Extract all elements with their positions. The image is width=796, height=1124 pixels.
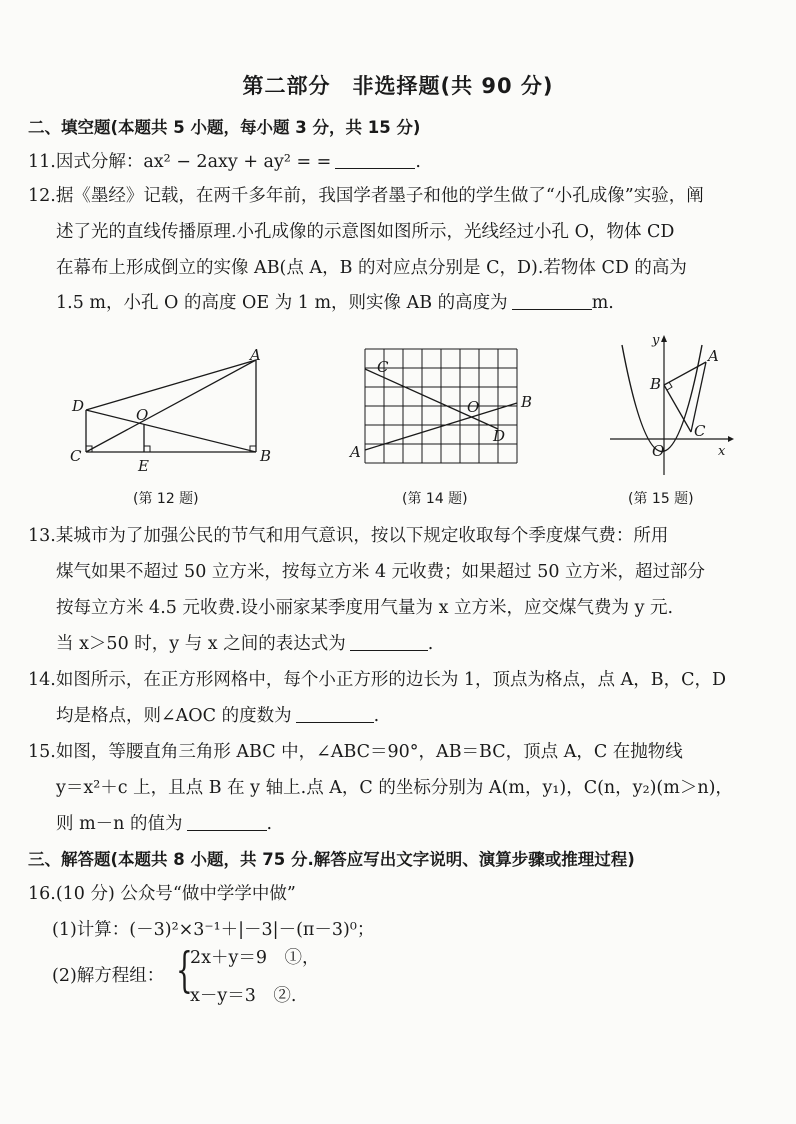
- q16-part2-label: (2)解方程组：: [52, 966, 165, 986]
- q12-line4-text: 1.5 m，小孔 O 的高度 OE 为 1 m，则实像 AB 的高度为: [56, 293, 508, 313]
- label-C: C: [377, 358, 389, 376]
- q14-line2: [56, 706, 379, 727]
- figure-14-caption: (第 14 题): [402, 491, 468, 507]
- q15-end: .: [266, 814, 273, 834]
- label-y: y: [652, 333, 660, 348]
- q15-line3-text: 则 m－n 的值为: [56, 814, 183, 834]
- label-C: C: [70, 447, 82, 465]
- equation-system-brace: {: [176, 942, 193, 998]
- figure-14: [345, 340, 540, 480]
- q14-line1: 14.如图所示，在正方形网格中，每个小正方形的边长为 1，顶点为格点，点 A，B，C，D: [28, 670, 727, 690]
- q16-head: 16.(10 分) 公众号“做中学学中做”: [28, 884, 296, 904]
- label-O: O: [136, 406, 149, 424]
- q16-eq1: 2x＋y＝9 ①，: [190, 948, 320, 968]
- label-O: O: [467, 398, 480, 416]
- q12-line1: 12.据《墨经》记载，在两千多年前，我国学者墨子和他的学生做了“小孔成像”实验，阐: [28, 186, 704, 206]
- q13-end: .: [427, 634, 434, 654]
- q11-text: 11.因式分解：ax² − 2axy + ay² = =: [28, 152, 332, 172]
- q12-end: m.: [591, 293, 614, 313]
- q13-answer-blank: [350, 634, 428, 651]
- label-E: E: [138, 457, 149, 475]
- q11-end: .: [415, 152, 421, 172]
- label-B: B: [521, 393, 533, 411]
- label-A: A: [250, 346, 261, 364]
- label-A: A: [350, 443, 361, 461]
- q12-answer-blank: [512, 293, 592, 310]
- segment-BA: [664, 362, 706, 385]
- line-DA: [86, 360, 256, 410]
- q13-line2: 煤气如果不超过 50 立方米，按每立方米 4 元收费；如果超过 50 立方米，超过部分: [56, 562, 706, 582]
- label-B: B: [260, 447, 272, 465]
- figure-15: [600, 330, 740, 480]
- q13-line3: 按每立方米 4.5 元收费.设小丽家某季度用气量为 x 立方米，应交煤气费为 y 元.: [56, 598, 674, 618]
- q14-answer-blank: [296, 706, 374, 723]
- section3-heading: 三、解答题(本题共 8 小题，共 75 分.解答应写出文字说明、演算步骤或推理过程): [28, 850, 635, 869]
- figure-12-caption: (第 12 题): [133, 491, 199, 507]
- q15-answer-blank: [187, 814, 267, 831]
- figure-15-caption: (第 15 题): [628, 491, 694, 507]
- q15-line3: [56, 814, 272, 835]
- q16-part1: (1)计算：(－3)²×3⁻¹＋|－3|－(π－3)⁰；: [52, 920, 375, 940]
- line-DB: [86, 410, 256, 452]
- q13-line1: 13.某城市为了加强公民的节气和用气意识，按以下规定收取每个季度煤气费：所用: [28, 526, 669, 546]
- label-A: A: [708, 347, 719, 365]
- q13-line4: [56, 634, 433, 655]
- section2-heading: 二、填空题(本题共 5 小题，每小题 3 分，共 15 分): [28, 118, 421, 137]
- figure-12: [62, 340, 292, 475]
- page-title: 第二部分 非选择题(共 90 分): [242, 74, 554, 98]
- label-D: D: [493, 427, 506, 445]
- label-C: C: [694, 422, 706, 440]
- q12-line4: [56, 293, 614, 314]
- right-angle-E: [144, 446, 150, 452]
- x-axis-arrow-icon: [728, 436, 734, 442]
- q16-eq2: x－y＝3 ②.: [190, 986, 297, 1006]
- y-axis-arrow-icon: [661, 335, 667, 342]
- q11-answer-blank: [335, 152, 415, 169]
- q11: [28, 152, 421, 173]
- q15-line1: 15.如图，等腰直角三角形 ABC 中，∠ABC＝90°，AB＝BC，顶点 A，C 在抛物线: [28, 742, 683, 762]
- q13-line4-text: 当 x＞50 时，y 与 x 之间的表达式为: [56, 634, 346, 654]
- label-D: D: [72, 397, 85, 415]
- q12-line3: 在幕布上形成倒立的实像 AB(点 A，B 的对应点分别是 C，D).若物体 CD 的高为: [56, 258, 687, 278]
- q12-line2: 述了光的直线传播原理.小孔成像的示意图如图所示，光线经过小孔 O，物体 CD: [56, 222, 675, 242]
- q15-line2: y＝x²＋c 上，且点 B 在 y 轴上.点 A，C 的坐标分别为 A(m，y₁)，C(n，y₂)(m＞n)，: [56, 778, 733, 798]
- line-CA: [86, 360, 256, 452]
- parabola-curve: [622, 345, 702, 452]
- label-x: x: [718, 444, 726, 459]
- q14-line2-text: 均是格点，则∠AOC 的度数为: [56, 706, 292, 726]
- q14-end: .: [373, 706, 380, 726]
- label-B: B: [650, 375, 662, 393]
- label-O: O: [652, 442, 665, 460]
